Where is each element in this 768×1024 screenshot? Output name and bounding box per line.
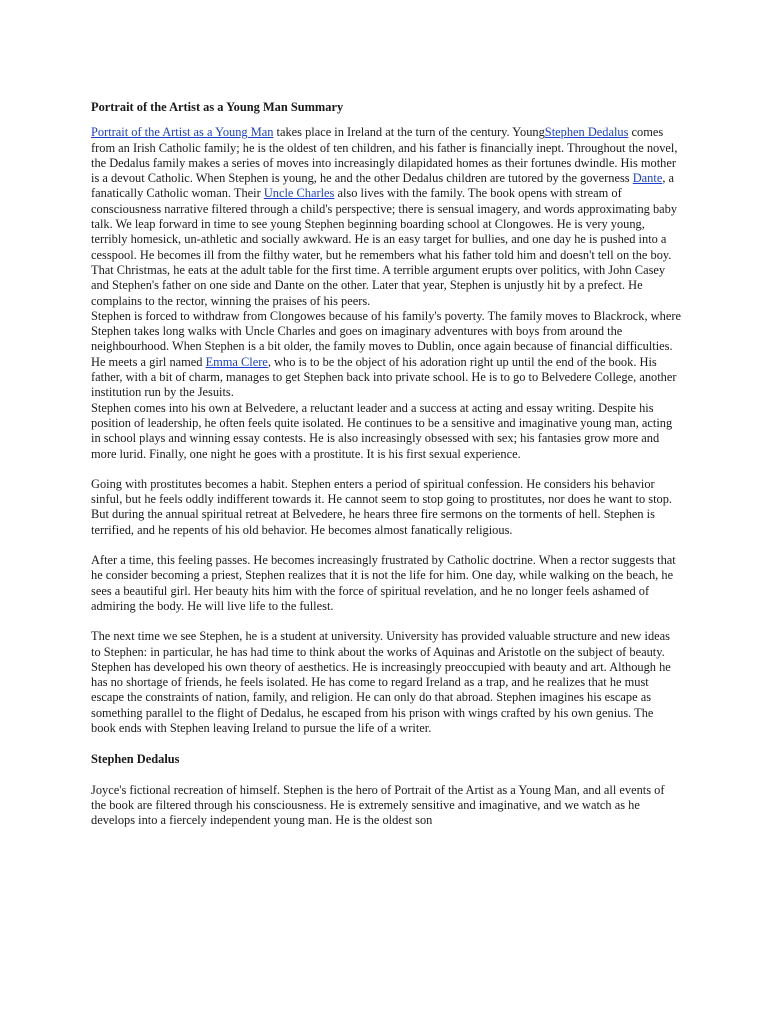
text-span: takes place in Ireland at the turn of the century. Young — [273, 125, 545, 140]
document-page — [91, 100, 681, 828]
character-paragraph-stephen: Joyce's fictional recreation of himself. Stephen is the hero of Portrait of the Artist as a Young Man, and all events of the book are filtered through his consciousness. He is extremely sensitive and imaginative, and we watch as he develops into a fiercely independent young man. He is the oldest son — [91, 782, 665, 828]
text-span: Stephen is forced to withdraw from Clongowes because of his family's poverty. The family moves to Blackrock, where Stephen takes long walks with Uncle Charles and goes on imaginary adventures with boys from around the neighbourhood. When Stephen is a bit older, the family moves to Dublin, once again because of financial difficulties. He meets a girl named — [91, 308, 681, 369]
summary-paragraph-2 — [91, 309, 681, 401]
text-span: also lives with the family. The book opens with stream of consciousness narrative filtered through a child's perspective; there is sensual imagery, and words approximating baby talk. We leap forward in time to see young Stephen beginning boarding school at Clongowes. He is very young, terribly homesick, un-athletic and socially awkward. He is an easy target for bullies, and one day he is pushed into a cesspool. He becomes ill from the filthy water, but he remembers what his father told him and doesn't tell on the boy. That Christmas, he eats at the adult table for the first time. A terrible argument erupts over politics, with John Casey and Stephen's father on one side and Dante on the other. Later that year, Stephen is unjustly hit by a prefect. He complains to the rector, winning the praises of his peers. — [91, 186, 678, 308]
text-span: , a fanatically Catholic woman. Their — [91, 171, 675, 201]
link-emma-clere[interactable]: Emma Clere — [205, 354, 268, 369]
summary-paragraph-6: The next time we see Stephen, he is a student at university. University has provided valuable structure and new ideas to Stephen: in particular, he has had time to think about the works of Aquinas and Aristotle on the subject of beauty. Stephen has developed his own theory of aesthetics. He is increasingly preoccupied with beauty and art. Although he has no shortage of friends, he feels isolated. He has come to regard Ireland as a trap, and he realizes that he must escape the constraints of nation, family, and religion. He can only do that abroad. Stephen imagines his escape as something parallel to the flight of Dedalus, he escaped from his prison with wings crafted by his own genius. The book ends with Stephen leaving Ireland to pursue the life of a writer. — [91, 629, 671, 735]
text-span: , who is to be the object of his adoration right up until the end of the book. His father, with a bit of charm, manages to get Stephen back into private school. He is to go to Belvedere College, another institution run by the Jesuits. — [91, 354, 677, 400]
link-uncle-charles[interactable]: Uncle Charles — [263, 186, 335, 201]
text-span: comes from an Irish Catholic family; he is the oldest of ten children, and his father is financially inept. Throughout the novel, the Dedalus family makes a series of moves into increasingly dilapidated homes as their fortunes dwindle. His mother is a devout Catholic. When Stephen is young, he and the other Dedalus children are tutored by the governess — [91, 125, 678, 186]
section-heading-stephen-dedalus: Stephen Dedalus — [91, 752, 180, 767]
link-stephen-dedalus[interactable]: Stephen Dedalus — [544, 125, 629, 140]
summary-paragraph-4: Going with prostitutes becomes a habit. Stephen enters a period of spiritual confession. He considers his behavior sinful, but he feels oddly indifferent towards it. He cannot seem to stop going to prostitutes, nor does he want to stop. But during the annual spiritual retreat at Belvedere, he hears three fire sermons on the torments of hell. Stephen is terrified, and he repents of his old behavior. He becomes almost fanatically religious. — [91, 476, 673, 537]
page-title: Portrait of the Artist as a Young Man Summary — [91, 100, 344, 114]
link-portrait[interactable]: Portrait of the Artist as a Young Man — [91, 125, 274, 140]
link-dante[interactable]: Dante — [632, 171, 663, 186]
summary-paragraph-1 — [91, 125, 681, 309]
summary-paragraph-5: After a time, this feeling passes. He becomes increasingly frustrated by Catholic doctrine. When a rector suggests that he consider becoming a priest, Stephen realizes that it is not the life for him. One day, while walking on the beach, he sees a beautiful girl. Her beauty hits him with the force of spiritual revelation, and he no longer feels ashamed of admiring the body. He will live life to the fullest. — [91, 553, 676, 613]
summary-paragraph-3: Stephen comes into his own at Belvedere, a reluctant leader and a success at acting and essay writing. Despite his position of leadership, he often feels quite isolated. He continues to be a sensitive and imaginative young man, acting in school plays and winning essay contests. He is also increasingly obsessed with sex; his fantasies grow more and more lurid. Finally, one night he goes with a prostitute. It is his first sexual experience. — [91, 400, 673, 461]
